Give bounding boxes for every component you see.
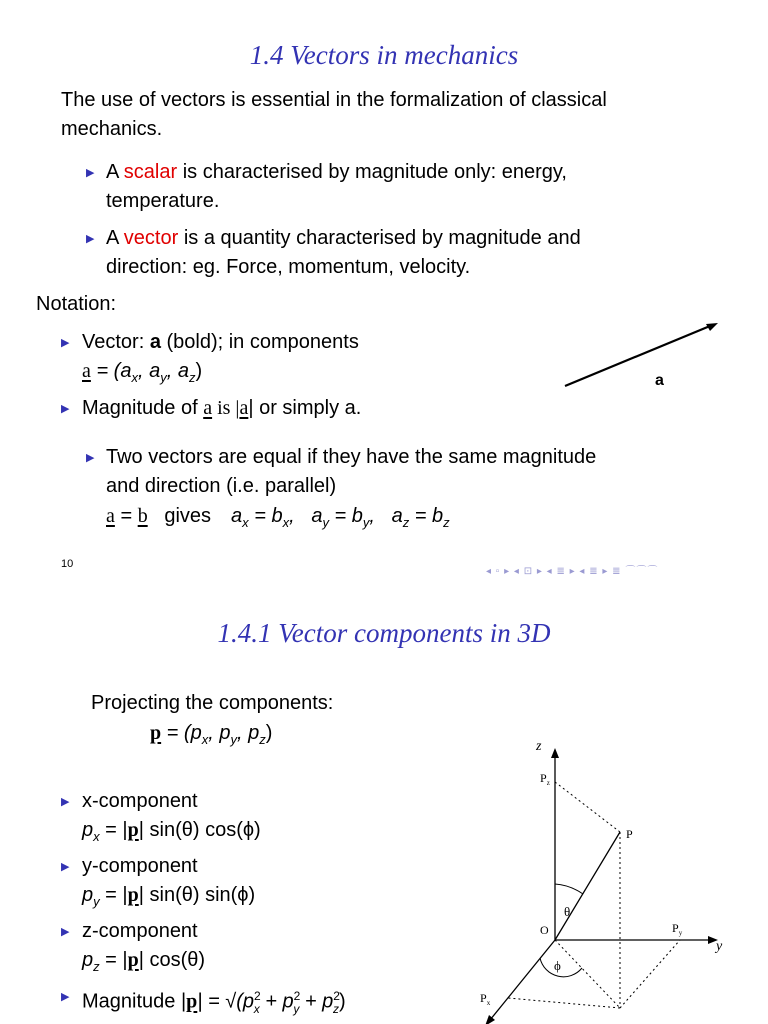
vector-notation-suffix: (bold); in components: [160, 331, 359, 353]
bullet-triangle-icon: ▶: [61, 861, 70, 873]
bullet-triangle-icon: ▶: [61, 403, 70, 415]
underlined-a: a: [239, 397, 249, 419]
3d-vector-diagram: [470, 736, 760, 1024]
formula-part: ): [265, 722, 273, 744]
projecting-text: Projecting the components:: [91, 692, 334, 714]
sub-x: x: [131, 370, 138, 385]
formula-part: ): [195, 360, 203, 382]
magnitude-formula: [82, 982, 346, 1024]
intro-line-2: mechanics.: [61, 118, 163, 140]
sub: z: [93, 959, 100, 974]
gives-text: gives: [147, 505, 212, 527]
vector-arrow-line: [565, 326, 710, 386]
equals: =: [114, 505, 138, 527]
vector-notation-prefix: Vector:: [82, 331, 150, 353]
px-label: [480, 991, 491, 1007]
equality-line-1: Two vectors are equal if they have the same magnitude: [106, 446, 597, 468]
x-component-formula: [82, 816, 261, 851]
z-component-formula: [82, 946, 205, 981]
eq-part: a: [231, 505, 243, 527]
sub: x: [201, 732, 209, 747]
sub: z: [332, 1001, 339, 1016]
scalar-bullet: [106, 158, 567, 187]
eq-part: , a: [289, 505, 323, 527]
bullet-triangle-icon: ▶: [86, 452, 95, 464]
vector-term: vector: [123, 227, 179, 249]
formula-part: = (a: [90, 360, 132, 382]
formula-part: = |: [99, 884, 128, 906]
z-axis-arrow-icon: [551, 748, 559, 758]
p-definition: [150, 719, 272, 754]
theta-arc: [555, 884, 583, 894]
sub: x: [282, 515, 290, 530]
slide-title: 1.4.1 Vector components in 3D: [217, 618, 551, 648]
formula-part: , p: [236, 722, 260, 744]
bullet-triangle-icon: ▶: [61, 796, 70, 808]
px-sub: x: [486, 999, 491, 1007]
formula-part: | sin(θ) cos(ϕ): [138, 819, 261, 841]
scalar-prefix: A: [106, 161, 124, 183]
formula-part: | sin(θ) sin(ϕ): [138, 884, 256, 906]
formula-part: p: [82, 819, 94, 841]
beamer-nav-bar[interactable]: ◂ ▫ ▸ ◂ ⊡ ▸ ◂ ≣ ▸ ◂ ≣ ▸ ≣ ⌒⌒⌒: [486, 566, 659, 577]
notation-label: Notation:: [36, 293, 117, 315]
underlined-b: b: [137, 505, 148, 527]
underlined-a: a: [106, 505, 115, 527]
sup: 2: [293, 989, 301, 1003]
sub: z: [259, 732, 266, 747]
sub: y: [293, 1001, 300, 1016]
eq-part: = b: [328, 505, 363, 527]
vector-bullet: [106, 224, 581, 253]
magnitude-item: [82, 394, 361, 423]
sub: y: [230, 732, 237, 747]
dashed-line-px: [508, 998, 620, 1008]
sub: x: [93, 829, 100, 844]
sub: x: [242, 515, 249, 530]
sub: z: [402, 515, 410, 530]
y-component-formula: [82, 881, 255, 916]
formula-part: Magnitude |: [82, 990, 187, 1013]
phi-arc: [540, 958, 582, 977]
theta-label: θ: [564, 904, 571, 919]
page-number: 10: [61, 558, 74, 570]
sub: y: [322, 515, 329, 530]
formula-part: | = √(p: [197, 990, 255, 1013]
vector-arrow-diagram: [560, 318, 730, 398]
px-text: P: [480, 991, 487, 1005]
slide-title: 1.4 Vectors in mechanics: [249, 40, 519, 70]
eq-part: = b: [409, 505, 444, 527]
py-text: P: [672, 921, 679, 935]
phi-label: ϕ: [554, 958, 561, 973]
bullet-triangle-icon: ▶: [61, 991, 70, 1003]
x-component-label: x-component: [82, 790, 198, 812]
underlined-p: p: [186, 990, 198, 1013]
dashed-line-pz: [555, 782, 620, 832]
p-label: P: [626, 827, 633, 841]
intro-line-1: The use of vectors is essential in the formalization of classical: [61, 89, 607, 111]
magnitude-prefix: Magnitude of: [82, 397, 204, 419]
pz-text: P: [540, 771, 547, 785]
vector-text: is a quantity characterised by magnitude and: [178, 227, 581, 249]
formula-part: | cos(θ): [138, 949, 206, 971]
underlined-p: p: [127, 819, 139, 841]
y-axis-label: y: [716, 939, 723, 954]
sub-y: y: [160, 370, 167, 385]
underlined-p: p: [127, 949, 139, 971]
eq-part: , a: [369, 505, 403, 527]
scalar-text: is characterised by magnitude only: energy,: [177, 161, 567, 183]
equality-line-2: and direction (i.e. parallel): [106, 475, 337, 497]
sub-z: z: [188, 370, 196, 385]
scalar-term: scalar: [123, 161, 178, 183]
scalar-bullet-line-2: temperature.: [106, 190, 220, 212]
bullet-triangle-icon: ▶: [61, 926, 70, 938]
bullet-triangle-icon: ▶: [86, 167, 95, 179]
origin-label: O: [540, 923, 549, 937]
bullet-triangle-icon: ▶: [86, 233, 95, 245]
vector-notation-item: [82, 328, 359, 357]
sup: 2: [333, 989, 340, 1003]
formula-part: , a: [137, 360, 161, 382]
py-label: [672, 921, 683, 937]
equality-formula: [106, 502, 450, 537]
sub: x: [253, 1001, 260, 1016]
formula-part: + p: [299, 990, 334, 1013]
underlined-p: p: [150, 722, 162, 744]
magnitude-mid: is |: [212, 397, 240, 419]
sub: y: [362, 515, 370, 530]
formula-part: p: [82, 884, 94, 906]
bold-a: a: [149, 331, 161, 353]
eq-part: = b: [248, 505, 283, 527]
y-component-label: y-component: [82, 855, 198, 877]
underlined-a: a: [203, 397, 213, 419]
formula-part: , a: [166, 360, 189, 382]
py-sub: y: [678, 929, 683, 937]
formula-part: , p: [208, 722, 231, 744]
underlined-p: p: [127, 884, 139, 906]
pz-sub: z: [546, 779, 550, 787]
bullet-triangle-icon: ▶: [61, 337, 70, 349]
dashed-line-projection: [555, 940, 620, 1008]
slide-vector-components-3d: [0, 586, 768, 1024]
sup: 2: [254, 989, 261, 1003]
z-axis-label: z: [536, 739, 542, 754]
formula-part: = |: [99, 949, 128, 971]
magnitude-suffix: | or simply a.: [248, 397, 362, 419]
x-axis: [490, 940, 555, 1020]
pz-label: [540, 771, 550, 787]
vector-components-formula: [82, 357, 202, 392]
formula-part: = (p: [161, 722, 202, 744]
z-component-label: z-component: [82, 920, 198, 942]
underlined-a: a: [82, 360, 91, 382]
formula-part: + p: [259, 990, 294, 1013]
dashed-line-py: [620, 940, 680, 1008]
formula-part: ): [338, 990, 346, 1013]
arrow-head-icon: [706, 323, 718, 331]
vector-bullet-line-2: direction: eg. Force, momentum, velocity.: [106, 256, 471, 278]
vector-label-a: a: [655, 372, 664, 389]
vector-prefix: A: [106, 227, 124, 249]
sub: z: [443, 515, 450, 530]
sub: y: [93, 894, 100, 909]
formula-part: p: [82, 949, 94, 971]
formula-part: = |: [99, 819, 128, 841]
